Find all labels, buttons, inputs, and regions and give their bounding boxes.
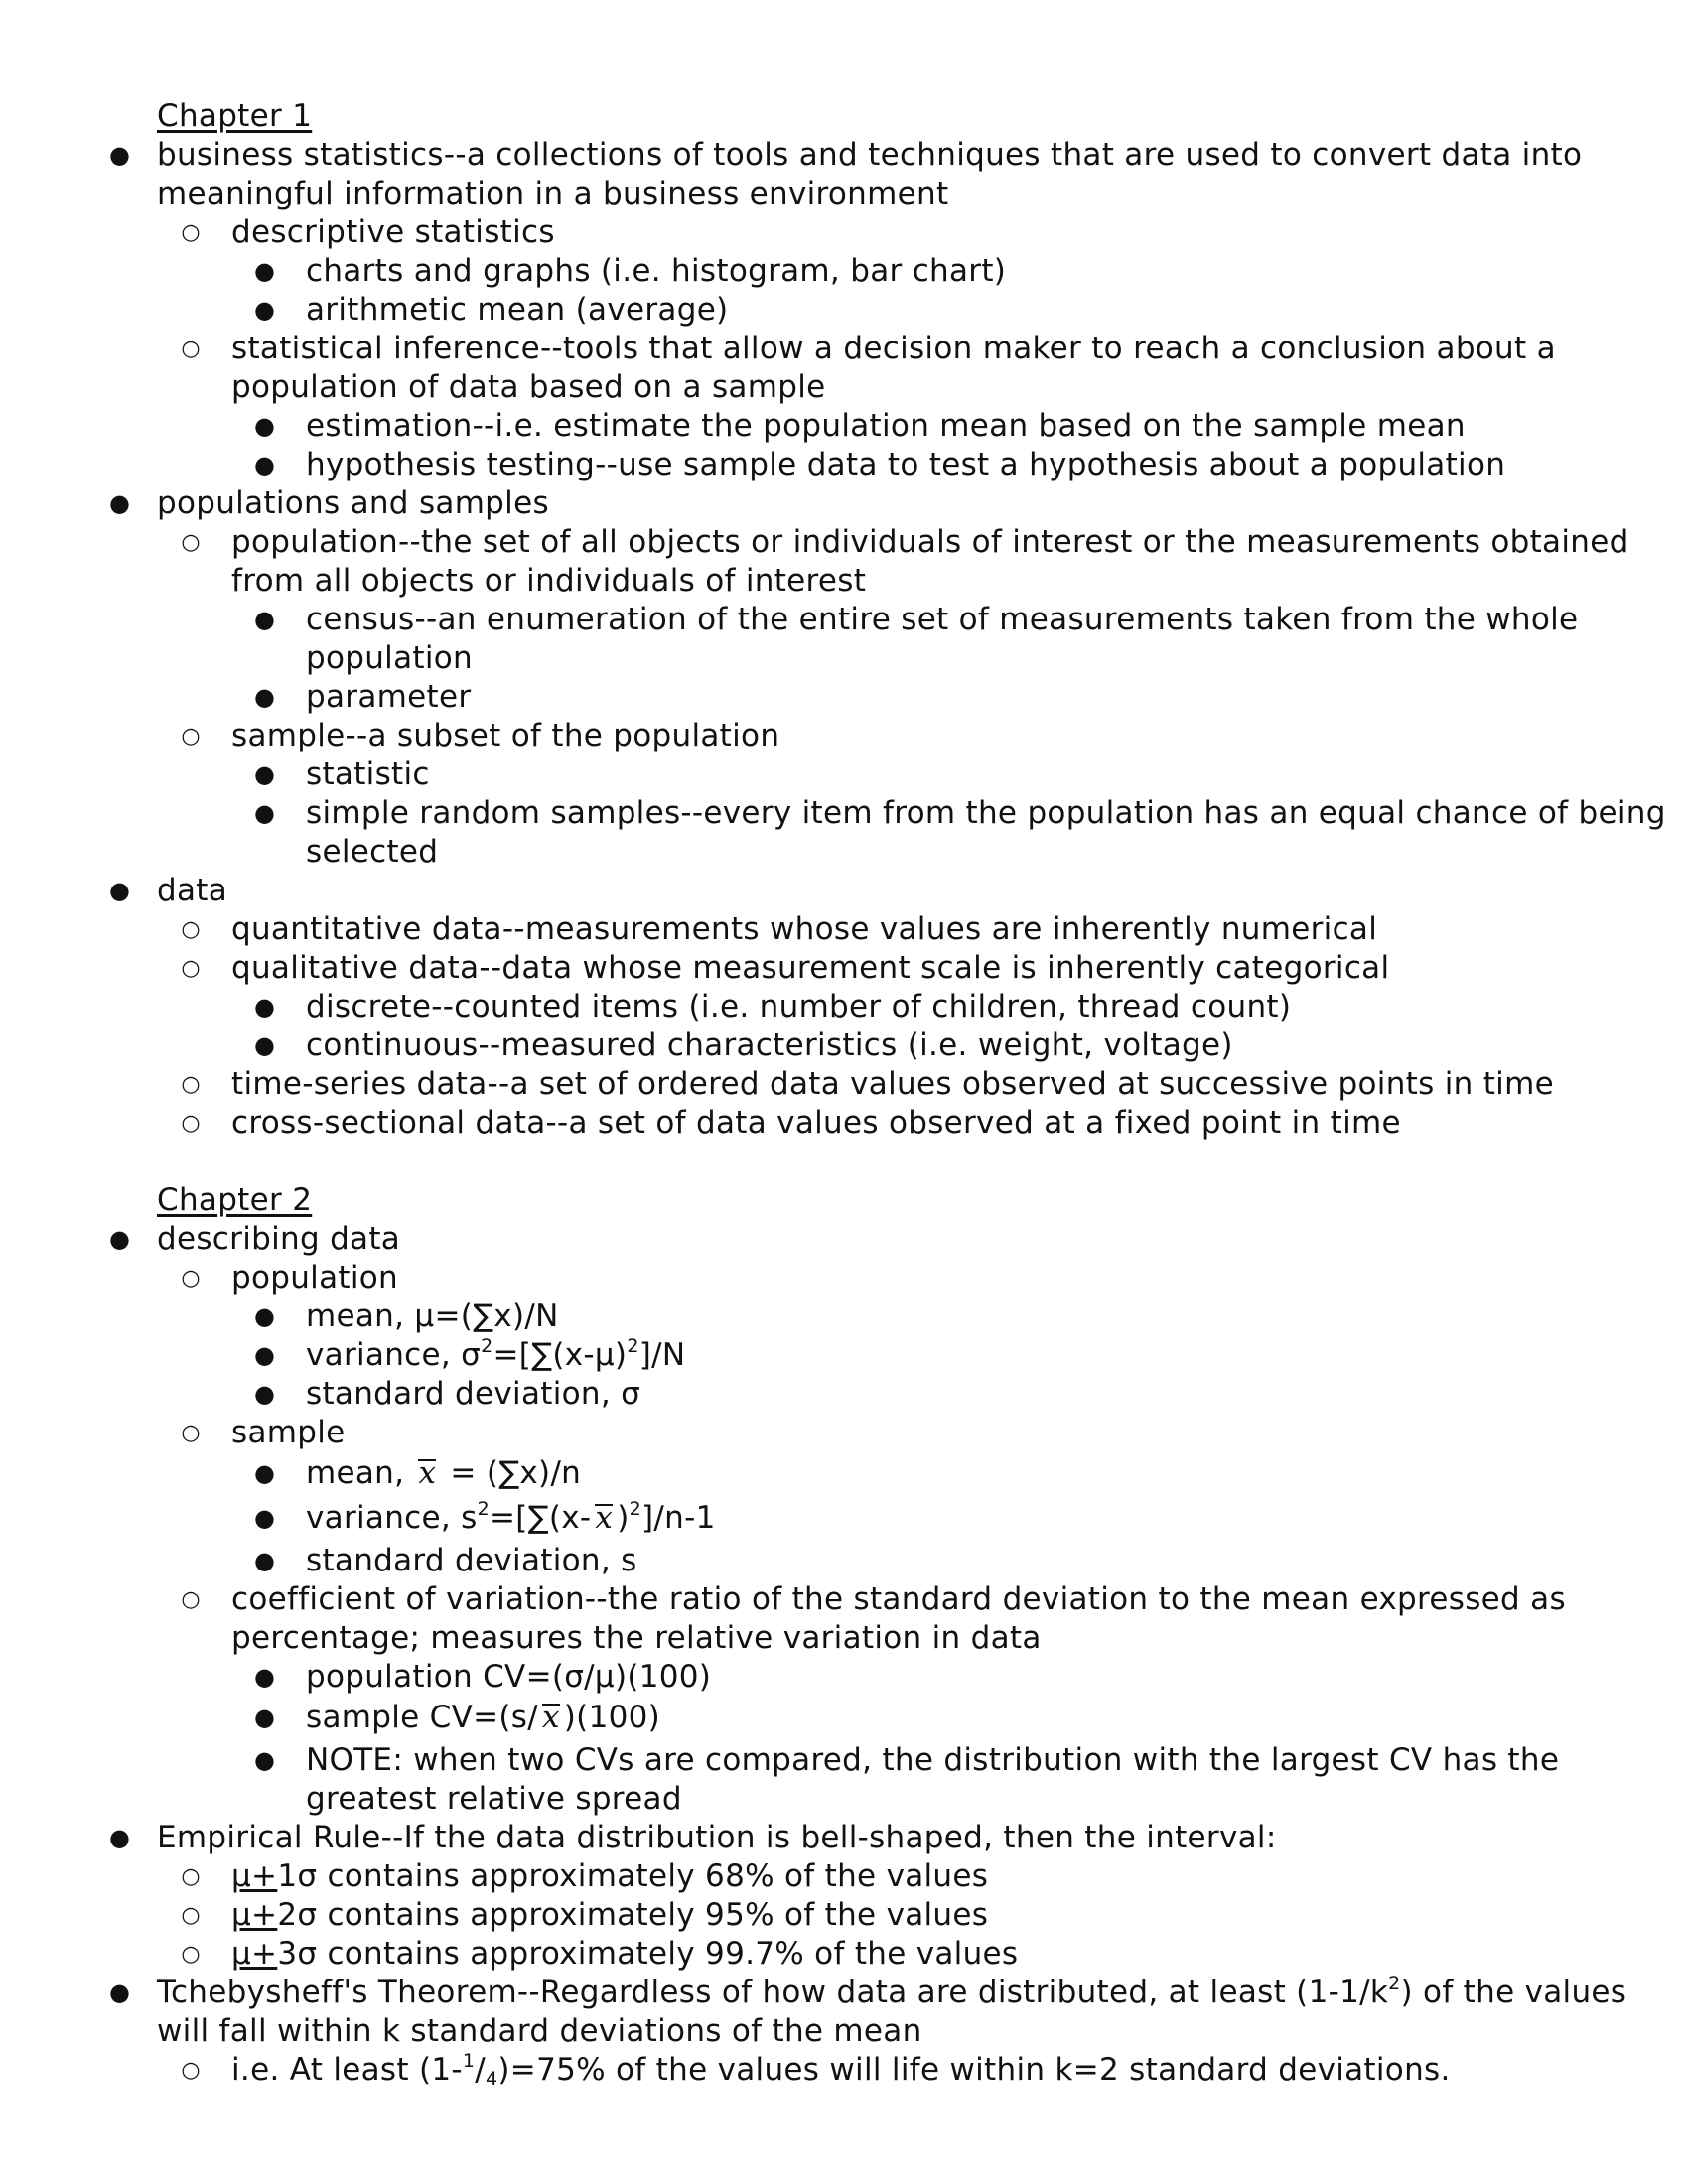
continuous-data: continuous--measured characteristics (i.e. weight, voltage): [306, 1027, 1233, 1063]
x-bar-symbol: x: [591, 1499, 617, 1538]
bullet-circle-icon: ○: [181, 1111, 201, 1136]
discrete-data: discrete--counted items (i.e. number of children, thread count): [306, 989, 1292, 1024]
sample-mean-formula: mean, x = (∑x)/n: [306, 1455, 582, 1491]
hypothesis-testing: hypothesis testing--use sample data to test a hypothesis about a population: [306, 447, 1506, 482]
bullet-square-icon: ●: [254, 993, 275, 1021]
chapter-1-heading: Chapter 1: [157, 98, 313, 134]
simple-random-samples-line-1: simple random samples--every item from the population has an equal chance of being: [306, 795, 1666, 831]
bullet-circle-icon: ○: [181, 337, 201, 361]
business-statistics-line-1: business statistics--a collections of tools and techniques that are used to convert data into: [157, 137, 1583, 173]
business-statistics-line-2: meaningful information in a business environment: [157, 176, 949, 211]
describing-data: describing data: [157, 1221, 401, 1257]
bullet-circle-icon: ○: [181, 1864, 201, 1889]
population-cv-formula: population CV=(σ/μ)(100): [306, 1659, 712, 1695]
population-mean-formula: mean, μ=(∑x)/N: [306, 1298, 559, 1334]
bullet-disc-icon: ●: [109, 1225, 130, 1253]
bullet-square-icon: ●: [254, 451, 275, 478]
bullet-square-icon: ●: [254, 1459, 275, 1487]
sample-definition: sample--a subset of the population: [231, 718, 780, 753]
estimation: estimation--i.e. estimate the population mean based on the sample mean: [306, 408, 1466, 444]
bullet-square-icon: ●: [254, 760, 275, 788]
bullet-circle-icon: ○: [181, 1587, 201, 1612]
empirical-rule-heading: Empirical Rule--If the data distribution is bell-shaped, then the interval:: [157, 1820, 1277, 1855]
bullet-circle-icon: ○: [181, 1266, 201, 1291]
statistical-inference-line-2: population of data based on a sample: [231, 369, 826, 405]
bullet-square-icon: ●: [254, 296, 275, 324]
populations-and-samples: populations and samples: [157, 485, 549, 521]
data-heading: data: [157, 873, 228, 908]
bullet-disc-icon: ●: [109, 489, 130, 517]
cross-sectional-data: cross-sectional data--a set of data values observed at a fixed point in time: [231, 1105, 1401, 1141]
time-series-data: time-series data--a set of ordered data values observed at successive points in time: [231, 1066, 1554, 1102]
x-bar-symbol: x: [538, 1699, 564, 1737]
sample-heading: sample: [231, 1415, 346, 1450]
bullet-square-icon: ●: [254, 1547, 275, 1574]
cv-note-line-2: greatest relative spread: [306, 1781, 682, 1817]
census-line-2: population: [306, 640, 473, 676]
statistic: statistic: [306, 756, 430, 792]
bullet-square-icon: ●: [254, 412, 275, 440]
x-bar-symbol: x: [414, 1454, 440, 1493]
bullet-circle-icon: ○: [181, 724, 201, 749]
population-standard-deviation: standard deviation, σ: [306, 1376, 641, 1412]
bullet-square-icon: ●: [254, 257, 275, 285]
bullet-square-icon: ●: [254, 1704, 275, 1731]
sample-standard-deviation: standard deviation, s: [306, 1543, 637, 1578]
tchebysheff-line-1: Tchebysheff's Theorem--Regardless of how data are distributed, at least $(1-1/k^2)$ of the values: [157, 1973, 1627, 2010]
bullet-square-icon: ●: [254, 606, 275, 633]
tchebysheff-line-2: will fall within k standard deviations of the mean: [157, 2013, 922, 2049]
bullet-square-icon: ●: [254, 1746, 275, 1774]
sample-cv-formula: sample CV=(s/ x )(100): [306, 1700, 661, 1735]
parameter: parameter: [306, 679, 472, 715]
census-line-1: census--an enumeration of the entire set of measurements taken from the whole: [306, 602, 1579, 637]
qualitative-data: qualitative data--data whose measurement scale is inherently categorical: [231, 950, 1390, 986]
empirical-rule-2-sigma: μ+2σ contains approximately 95% of the values: [231, 1897, 989, 1933]
population-heading: population: [231, 1260, 398, 1296]
bullet-square-icon: ●: [254, 1380, 275, 1408]
bullet-square-icon: ●: [254, 1341, 275, 1369]
chapter-2-heading: Chapter 2: [157, 1182, 313, 1218]
descriptive-statistics: descriptive statistics: [231, 214, 555, 250]
bullet-disc-icon: ●: [109, 877, 130, 904]
bullet-square-icon: ●: [254, 799, 275, 827]
bullet-circle-icon: ○: [181, 1072, 201, 1097]
tchebysheff-example: i.e. At least $(1-^1/_4)=75\%$ of the values will life within k=2 standard deviations.: [231, 2050, 1451, 2090]
coefficient-of-variation-line-1: coefficient of variation--the ratio of the standard deviation to the mean expressed as: [231, 1581, 1566, 1617]
bullet-circle-icon: ○: [181, 220, 201, 245]
empirical-rule-1-sigma: μ+1σ contains approximately 68% of the values: [231, 1858, 989, 1894]
charts-and-graphs: charts and graphs (i.e. histogram, bar chart): [306, 253, 1007, 289]
population-definition-line-2: from all objects or individuals of interest: [231, 563, 867, 599]
bullet-disc-icon: ●: [109, 1979, 130, 2006]
bullet-square-icon: ●: [254, 1504, 275, 1532]
bullet-square-icon: ●: [254, 683, 275, 711]
population-definition-line-1: population--the set of all objects or individuals of interest or the measurements obtained: [231, 524, 1629, 560]
bullet-circle-icon: ○: [181, 530, 201, 555]
population-variance-formula: variance, $\sigma^2=[\sum(x-\mu)^2]/N$: [306, 1335, 686, 1373]
bullet-circle-icon: ○: [181, 917, 201, 942]
bullet-square-icon: ●: [254, 1302, 275, 1330]
bullet-circle-icon: ○: [181, 1421, 201, 1445]
arithmetic-mean: arithmetic mean (average): [306, 292, 729, 328]
bullet-disc-icon: ●: [109, 1824, 130, 1851]
statistical-inference-line-1: statistical inference--tools that allow a decision maker to reach a conclusion about a: [231, 331, 1556, 366]
bullet-circle-icon: ○: [181, 1942, 201, 1967]
cv-note-line-1: NOTE: when two CVs are compared, the distribution with the largest CV has the: [306, 1742, 1560, 1778]
quantitative-data: quantitative data--measurements whose values are inherently numerical: [231, 911, 1378, 947]
simple-random-samples-line-2: selected: [306, 834, 439, 870]
bullet-square-icon: ●: [254, 1663, 275, 1691]
coefficient-of-variation-line-2: percentage; measures the relative variation in data: [231, 1620, 1042, 1656]
empirical-rule-3-sigma: μ+3σ contains approximately 99.7% of the values: [231, 1936, 1019, 1972]
bullet-disc-icon: ●: [109, 141, 130, 169]
sample-variance-formula: variance, $s^2=[\sum(x-$ x )$^2$]/n-1: [306, 1498, 716, 1536]
bullet-circle-icon: ○: [181, 1903, 201, 1928]
bullet-circle-icon: ○: [181, 2058, 201, 2083]
bullet-circle-icon: ○: [181, 956, 201, 981]
bullet-square-icon: ●: [254, 1031, 275, 1059]
